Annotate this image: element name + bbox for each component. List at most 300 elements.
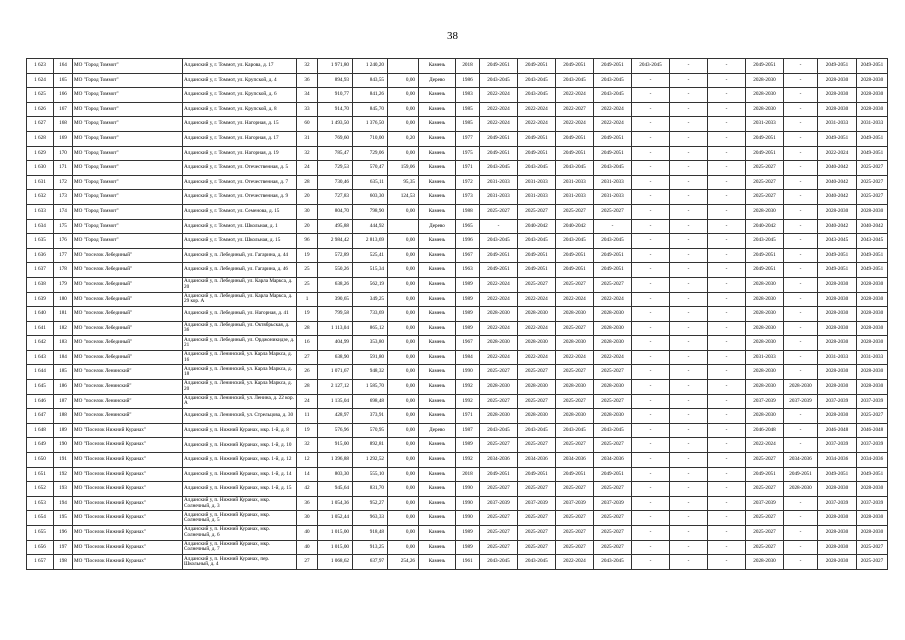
table-cell: Камень	[419, 321, 456, 336]
table-cell: МО "поселок Лебединый"	[73, 263, 183, 278]
table-cell: 2028-2030	[857, 102, 888, 117]
table-cell: 2049-2051	[480, 59, 518, 74]
table-cell: 2028-2030	[857, 307, 888, 322]
table-cell: 0,00	[388, 88, 419, 103]
table-cell: 1 625	[27, 88, 54, 103]
table-row	[27, 511, 888, 526]
table-cell: -	[784, 423, 818, 438]
table-cell: -	[784, 117, 818, 132]
table-cell: 2025-2027	[518, 394, 556, 409]
table-cell: 1 971,80	[318, 59, 353, 74]
table-cell: 188	[54, 409, 73, 424]
table-cell: 2049-2051	[556, 59, 594, 74]
table-cell: -	[670, 117, 708, 132]
table-cell: -	[670, 102, 708, 117]
table-cell: 2043-2045	[480, 73, 518, 88]
table-cell: МО "поселок Ленинский"	[73, 380, 183, 395]
table-cell: 1 623	[27, 59, 54, 74]
table-cell: 1 639	[27, 292, 54, 307]
table-cell: 798,90	[353, 204, 388, 219]
table-cell: Камень	[419, 511, 456, 526]
table-cell: Алданский у, п. Ленинский, ул. Карла Маркса, д. 20	[183, 380, 297, 395]
table-cell: 36	[297, 496, 318, 511]
table-cell: 1989	[456, 277, 480, 292]
table-cell: -	[784, 438, 818, 453]
table-cell: 25	[297, 263, 318, 278]
table-cell: 2025-2027	[857, 190, 888, 205]
table-cell: -	[670, 146, 708, 161]
table-cell: МО "поселок Лебединый"	[73, 307, 183, 322]
table-cell: МО "Поселок Нижний Куранах"	[73, 555, 183, 570]
table-cell: -	[784, 496, 818, 511]
table-cell: -	[784, 102, 818, 117]
table-cell: 1 015,00	[318, 540, 353, 555]
table-cell: -	[784, 219, 818, 234]
table-cell: 2040-2042	[818, 190, 857, 205]
table-cell: 1992	[456, 380, 480, 395]
table-cell: МО "Город Томмот"	[73, 175, 183, 190]
table-cell: -	[708, 88, 746, 103]
table-cell: 2025-2027	[556, 526, 594, 541]
table-cell: -	[708, 423, 746, 438]
table-cell: Камень	[419, 88, 456, 103]
table-cell: 2031-2033	[518, 190, 556, 205]
table-cell: Алданский у, п. Нижний Куранах, мкр. 1-й, д. 12	[183, 453, 297, 468]
table-cell: Камень	[419, 336, 456, 351]
table-cell: 2043-2045	[746, 234, 784, 249]
table-cell: Алданский у, п. Лебединый, ул. Октябрьская, д. 36	[183, 321, 297, 336]
table-cell: Камень	[419, 453, 456, 468]
table-cell: 0,00	[388, 453, 419, 468]
table-cell: 2049-2051	[480, 263, 518, 278]
table-cell: 2018	[456, 467, 480, 482]
table-cell: 2022-2024	[556, 350, 594, 365]
table-cell: Алданский у, п. Лебединый, ул. Карла Маркса, д. 20	[183, 277, 297, 292]
table-cell: 2028-2030	[818, 277, 857, 292]
table-cell: Алданский у, п. Нижний Куранах, мкр. 1-й, д. 8	[183, 423, 297, 438]
table-cell: 2025-2027	[480, 482, 518, 497]
table-cell: Камень	[419, 161, 456, 176]
table-cell: -	[594, 219, 632, 234]
table-cell: -	[784, 248, 818, 263]
table-cell: 2025-2027	[594, 511, 632, 526]
table-cell: -	[784, 307, 818, 322]
table-cell: 2031-2033	[857, 350, 888, 365]
table-cell: 168	[54, 117, 73, 132]
table-cell: 2049-2051	[480, 146, 518, 161]
table-cell: 1967	[456, 248, 480, 263]
table-cell: МО "Поселок Нижний Куранах"	[73, 482, 183, 497]
table-cell: 193	[54, 482, 73, 497]
table-cell: -	[708, 394, 746, 409]
table-cell: 2031-2033	[480, 175, 518, 190]
table-cell: 2037-2039	[594, 496, 632, 511]
table-cell: МО "Город Томмот"	[73, 131, 183, 146]
table-cell: 1 642	[27, 336, 54, 351]
table-cell: -	[632, 540, 670, 555]
table-cell: 2037-2039	[746, 394, 784, 409]
table-cell: 174	[54, 204, 73, 219]
table-cell: -	[632, 131, 670, 146]
table-cell: МО "Поселок Нижний Куранах"	[73, 526, 183, 541]
table-cell: -	[670, 204, 708, 219]
table-cell: 2049-2051	[818, 467, 857, 482]
table-cell: -	[708, 482, 746, 497]
table-cell: -	[708, 219, 746, 234]
table-cell: 2043-2045	[518, 555, 556, 570]
table-cell: 945,64	[318, 482, 353, 497]
table-cell: 2025-2027	[857, 409, 888, 424]
table-cell: 1 651	[27, 467, 54, 482]
table-cell: 892,81	[353, 438, 388, 453]
table-cell: 2043-2045	[480, 234, 518, 249]
table-cell: 2028-2030	[746, 88, 784, 103]
table-cell: -	[708, 467, 746, 482]
table-cell: 2028-2030	[594, 380, 632, 395]
table-cell: 2025-2027	[594, 394, 632, 409]
table-cell: 0,00	[388, 73, 419, 88]
table-cell: 11	[297, 409, 318, 424]
table-cell: -	[708, 146, 746, 161]
table-cell: -	[708, 73, 746, 88]
table-cell: -	[670, 438, 708, 453]
table-cell: -	[784, 73, 818, 88]
table-cell: 698,48	[353, 394, 388, 409]
table-cell: 2049-2051	[480, 248, 518, 263]
table-cell: -	[708, 555, 746, 570]
table-cell: 2049-2051	[746, 131, 784, 146]
table-cell: 2028-2030	[818, 102, 857, 117]
table-cell: -	[632, 234, 670, 249]
table-cell: 1972	[456, 175, 480, 190]
table-cell: -	[632, 204, 670, 219]
table-row	[27, 131, 888, 146]
table-cell: 2025-2027	[556, 540, 594, 555]
table-cell: 32	[297, 438, 318, 453]
table-cell: -	[632, 277, 670, 292]
table-cell: Алданский у, г. Томмот, ул. Нагорная, д. 19	[183, 146, 297, 161]
table-cell: 195	[54, 511, 73, 526]
table-cell: 2028-2030	[857, 73, 888, 88]
table-cell: 0,00	[388, 292, 419, 307]
table-cell: 0,00	[388, 365, 419, 380]
table-cell: 60	[297, 117, 318, 132]
table-cell: -	[708, 175, 746, 190]
table-cell: -	[784, 190, 818, 205]
table-cell: 2028-2030	[480, 409, 518, 424]
table-cell: 2049-2051	[518, 131, 556, 146]
table-cell: 186	[54, 380, 73, 395]
table-cell: 2049-2051	[556, 467, 594, 482]
table-cell: 2031-2033	[480, 190, 518, 205]
table-cell: 2049-2051	[594, 146, 632, 161]
table-cell: 184	[54, 350, 73, 365]
table-cell: МО "поселок Лебединый"	[73, 336, 183, 351]
table-cell: 2025-2027	[556, 438, 594, 453]
table-cell: -	[784, 277, 818, 292]
table-cell: -	[670, 59, 708, 74]
table-cell: 1 634	[27, 219, 54, 234]
table-cell: 2022-2024	[556, 555, 594, 570]
table-cell: 2043-2045	[857, 234, 888, 249]
table-cell: МО "Город Томмот"	[73, 190, 183, 205]
table-cell: МО "Поселок Нижний Куранах"	[73, 540, 183, 555]
table-cell: 841,26	[353, 88, 388, 103]
table-cell: 194	[54, 496, 73, 511]
table-row	[27, 175, 888, 190]
table-cell: -	[670, 380, 708, 395]
table-row	[27, 321, 888, 336]
table-cell: 2028-2030	[857, 204, 888, 219]
table-cell: -	[708, 540, 746, 555]
table-cell: 2022-2024	[518, 102, 556, 117]
table-cell: 2025-2027	[594, 365, 632, 380]
table-cell: 2022-2024	[480, 117, 518, 132]
table-cell: 2037-2039	[518, 496, 556, 511]
table-cell: 2043-2045	[594, 555, 632, 570]
table-cell: 33	[297, 102, 318, 117]
table-cell: 2043-2045	[556, 234, 594, 249]
table-cell: 2049-2051	[857, 131, 888, 146]
table-cell: 1 624	[27, 73, 54, 88]
table-row	[27, 161, 888, 176]
table-cell: МО "Город Томмот"	[73, 204, 183, 219]
table-cell: 349,25	[353, 292, 388, 307]
table-cell: 2049-2051	[746, 59, 784, 74]
table-row	[27, 204, 888, 219]
table-cell: Алданский у, г. Томмот, ул. Отечественная, д. 5	[183, 161, 297, 176]
table-cell: Камень	[419, 117, 456, 132]
table-cell: -	[670, 88, 708, 103]
table-cell: 2025-2027	[518, 540, 556, 555]
table-cell: 2028-2030	[857, 380, 888, 395]
table-cell: МО "поселок Лебединый"	[73, 277, 183, 292]
table-cell: 180	[54, 292, 73, 307]
table-cell: 0,00	[388, 394, 419, 409]
table-cell: 2028-2030	[518, 380, 556, 395]
table-cell: 95,35	[388, 175, 419, 190]
table-cell: 570,95	[353, 423, 388, 438]
table-cell: 1989	[456, 307, 480, 322]
table-row	[27, 292, 888, 307]
table-cell: 2031-2033	[556, 190, 594, 205]
table-cell: 2043-2045	[594, 88, 632, 103]
table-cell: 1 015,00	[318, 526, 353, 541]
table-cell: -	[708, 307, 746, 322]
table-cell: 2025-2027	[594, 526, 632, 541]
table-cell: 2025-2027	[857, 175, 888, 190]
table-cell: 40	[297, 540, 318, 555]
table-cell: -	[670, 321, 708, 336]
table-cell: 2049-2051	[518, 59, 556, 74]
table-cell: 164	[54, 59, 73, 74]
table-cell: 12	[297, 453, 318, 468]
table-cell: 2025-2027	[480, 526, 518, 541]
table-cell: 1 635	[27, 234, 54, 249]
table-cell: 1983	[456, 88, 480, 103]
table-cell: -	[632, 511, 670, 526]
table-cell: 1973	[456, 190, 480, 205]
table-cell: 803,30	[318, 467, 353, 482]
table-cell: 16	[297, 336, 318, 351]
table-cell: 2028-2030	[746, 73, 784, 88]
table-cell: -	[784, 131, 818, 146]
table-cell: -	[708, 438, 746, 453]
table-cell: 32	[297, 146, 318, 161]
table-cell: 0,00	[388, 204, 419, 219]
table-cell: 1990	[456, 482, 480, 497]
table-cell: 2049-2051	[556, 263, 594, 278]
table-cell: 27	[297, 350, 318, 365]
table-cell: 2049-2051	[518, 248, 556, 263]
table-cell: 2028-2030	[480, 307, 518, 322]
table-cell: 2049-2051	[480, 467, 518, 482]
table-cell: 576,96	[318, 423, 353, 438]
table-cell: -	[784, 146, 818, 161]
table-cell: Камень	[419, 409, 456, 424]
table-cell: 2043-2045	[556, 423, 594, 438]
table-cell: 2034-2036	[556, 453, 594, 468]
table-cell: 2028-2030	[746, 409, 784, 424]
table-row	[27, 365, 888, 380]
table-cell: 19	[297, 307, 318, 322]
table-cell: 2049-2051	[594, 59, 632, 74]
table-cell: 1 292,52	[353, 453, 388, 468]
table-cell: 1 052,44	[318, 511, 353, 526]
table-cell: -	[784, 365, 818, 380]
table-cell: 179	[54, 277, 73, 292]
table-cell: 2040-2042	[556, 219, 594, 234]
table-row	[27, 350, 888, 365]
table-cell: -	[670, 336, 708, 351]
table-cell: МО "Город Томмот"	[73, 219, 183, 234]
table-cell: 2037-2039	[857, 438, 888, 453]
table-cell: 2028-2030	[857, 365, 888, 380]
table-cell: 181	[54, 307, 73, 322]
table-cell: Алданский у, г. Томмот, ул. Школьная, д. 1	[183, 219, 297, 234]
table-cell: -	[670, 73, 708, 88]
table-cell: 2022-2024	[594, 117, 632, 132]
table-cell: 1 656	[27, 540, 54, 555]
table-cell: 2037-2039	[818, 438, 857, 453]
table-cell: 570,47	[353, 161, 388, 176]
table-cell: 0,00	[388, 321, 419, 336]
table-cell: 2043-2045	[594, 73, 632, 88]
table-cell: МО "Город Томмот"	[73, 102, 183, 117]
table-row	[27, 409, 888, 424]
table-cell: Алданский у, п. Лебединый, ул. Нагорная, д. 41	[183, 307, 297, 322]
table-cell: МО "Поселок Нижний Куранах"	[73, 467, 183, 482]
table-cell: 1 135,04	[318, 394, 353, 409]
table-cell: 1971	[456, 161, 480, 176]
table-row	[27, 219, 888, 234]
table-cell: 0,00	[388, 248, 419, 263]
table-cell: 2049-2051	[857, 146, 888, 161]
table-cell: 1 640	[27, 307, 54, 322]
table-cell: Алданский у, г. Томмот, ул. Карова, д. 17	[183, 59, 297, 74]
table-cell: 2043-2045	[594, 161, 632, 176]
table-cell: -	[784, 234, 818, 249]
table-cell: 2025-2027	[480, 540, 518, 555]
table-cell: МО "поселок Лебединый"	[73, 350, 183, 365]
table-cell: -	[670, 131, 708, 146]
table-cell: 2028-2030	[746, 336, 784, 351]
table-cell: -	[784, 263, 818, 278]
table-cell: -	[670, 219, 708, 234]
table-cell: 555,10	[353, 467, 388, 482]
table-cell: 2037-2039	[784, 394, 818, 409]
table-cell: -	[632, 394, 670, 409]
table-cell: Алданский у, п. Нижний Куранах, мкр. Солнечный, д. 3	[183, 496, 297, 511]
table-row	[27, 336, 888, 351]
table-cell: Алданский у, п. Ленинский, ул. Карла Маркса, д. 16	[183, 350, 297, 365]
table-cell: -	[708, 350, 746, 365]
table-cell: 2 813,69	[353, 234, 388, 249]
table-cell: -	[784, 175, 818, 190]
table-row	[27, 438, 888, 453]
table-cell: 40	[297, 526, 318, 541]
table-cell: Камень	[419, 59, 456, 74]
table-cell: 36	[297, 73, 318, 88]
table-cell: Алданский у, г. Томмот, ул. Крупской, д. 8	[183, 102, 297, 117]
table-cell: 2028-2030	[746, 102, 784, 117]
table-cell: 2049-2051	[518, 467, 556, 482]
table-cell: -	[708, 190, 746, 205]
table-cell: Алданский у, п. Ленинский, ул. Стрельцова, д. 30	[183, 409, 297, 424]
table-row	[27, 117, 888, 132]
table-cell: 2022-2024	[480, 102, 518, 117]
table-cell: 0,00	[388, 511, 419, 526]
table-cell: 96	[297, 234, 318, 249]
table-cell: -	[784, 540, 818, 555]
table-cell: 2025-2027	[480, 394, 518, 409]
table-cell: Камень	[419, 248, 456, 263]
table-cell: МО "поселок Лебединый"	[73, 248, 183, 263]
table-cell: 1 585,70	[353, 380, 388, 395]
table-cell: -	[632, 102, 670, 117]
table-cell: 1 054,36	[318, 496, 353, 511]
table-cell: 2025-2027	[518, 438, 556, 453]
table-cell: 2034-2036	[480, 453, 518, 468]
table-cell: -	[670, 482, 708, 497]
table-cell: 2043-2045	[556, 161, 594, 176]
table-cell: 2043-2045	[594, 234, 632, 249]
table-cell: 2025-2027	[857, 540, 888, 555]
table-cell: Алданский у, п. Нижний Куранах, мкр. Солнечный, д. 7	[183, 540, 297, 555]
table-cell: 638,26	[318, 277, 353, 292]
table-cell: МО "поселок Ленинский"	[73, 365, 183, 380]
table-cell: -	[632, 175, 670, 190]
table-cell: -	[708, 248, 746, 263]
table-cell: 2022-2024	[480, 292, 518, 307]
table-cell: 2025-2027	[480, 438, 518, 453]
table-cell: 894,93	[318, 73, 353, 88]
table-cell: 1 655	[27, 526, 54, 541]
table-cell: -	[670, 190, 708, 205]
table-cell: 2043-2045	[556, 73, 594, 88]
table-cell: -	[632, 117, 670, 132]
table-cell: -	[670, 365, 708, 380]
table-cell: 2040-2042	[818, 161, 857, 176]
table-cell: 173	[54, 190, 73, 205]
table-cell: 1 396,88	[318, 453, 353, 468]
table-cell: 2037-2039	[818, 496, 857, 511]
table-cell: 0,00	[388, 467, 419, 482]
table-cell: 2 984,42	[318, 234, 353, 249]
table-row	[27, 277, 888, 292]
table-cell: 2028-2030	[818, 526, 857, 541]
table-cell: 591,80	[353, 350, 388, 365]
